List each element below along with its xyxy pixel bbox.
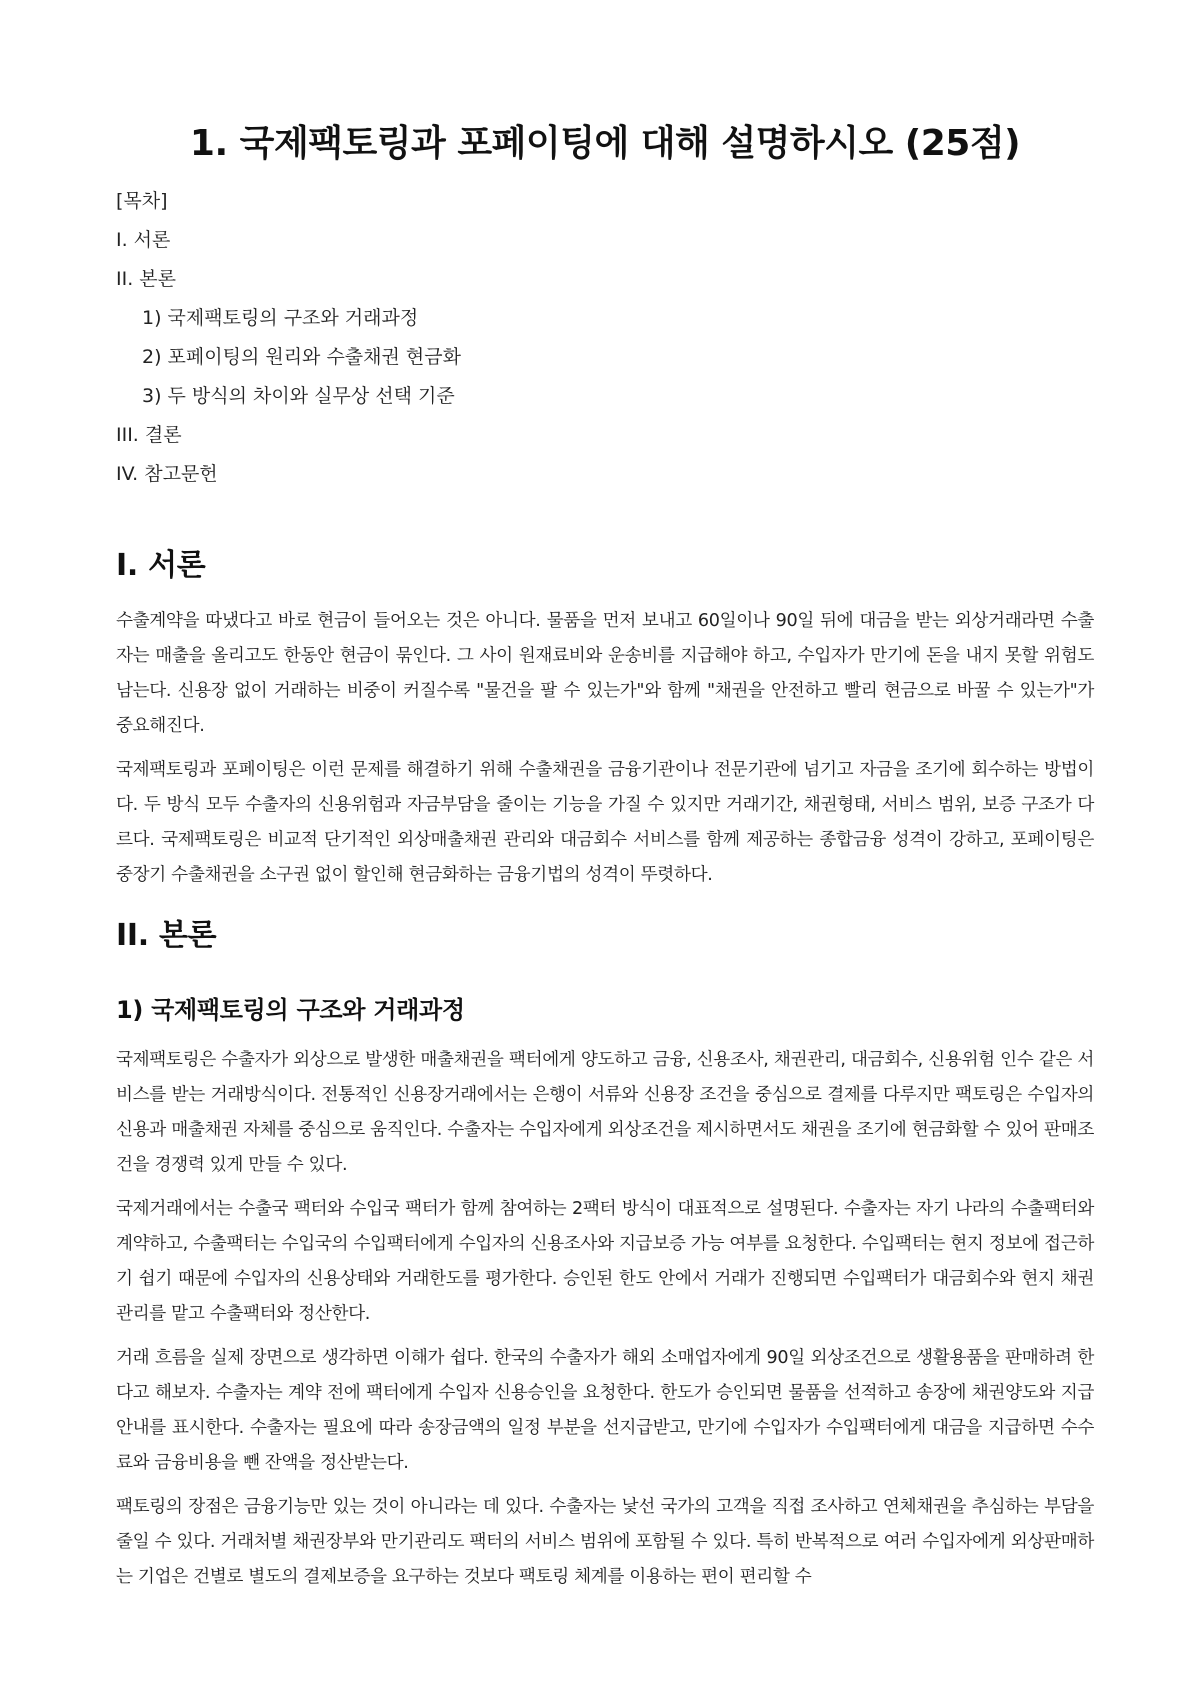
toc-heading: [목차] — [116, 190, 168, 212]
subsection-heading-factoring: 1) 국제팩토링의 구조와 거래과정 — [116, 996, 465, 1024]
toc-item-body-sub1: 1) 국제팩토링의 구조와 거래과정 — [142, 307, 419, 329]
toc-item-body-sub2: 2) 포페이팅의 원리와 수출채권 현금화 — [142, 346, 461, 368]
toc-item-references: IV. 참고문헌 — [116, 463, 218, 485]
section-heading-intro: I. 서론 — [116, 548, 206, 583]
page-title: 1. 국제팩토링과 포페이팅에 대해 설명하시오 (25점) — [189, 123, 1021, 164]
table-of-contents — [116, 188, 1094, 500]
body-paragraph: 국제거래에서는 수출국 팩터와 수입국 팩터가 함께 참여하는 2팩터 방식이 대표적으로 설명된다. 수출자는 자기 나라의 수출팩터와 계약하고, 수출팩터는 수입국의 수입팩터에게 수입자의 신용조사와 지급보증 가능 여부를 요청한다. 수입팩터는 현지 정보에 접근하기 쉽기 때문에 수입자의 신용상태와 거래한도를 평가한다. 승인된 한도 안에서 거래가 진행되면 수입팩터가 대금회수와 현지 채권관리를 맡고 수출팩터와 정산한다. — [116, 1199, 1094, 1324]
body-paragraph: 팩토링의 장점은 금융기능만 있는 것이 아니라는 데 있다. 수출자는 낯선 국가의 고객을 직접 조사하고 연체채권을 추심하는 부담을 줄일 수 있다. 거래처별 채권장부와 만기관리도 팩터의 서비스 범위에 포함될 수 있다. 특히 반복적으로 여러 수입자에게 외상판매하는 기업은 건별로 별도의 결제보증을 요구하는 것보다 팩토링 체계를 이용하는 편이 편리할 수 — [116, 1497, 1094, 1587]
toc-item-intro: I. 서론 — [116, 229, 171, 251]
toc-item-body: II. 본론 — [116, 268, 176, 290]
section-intro — [116, 540, 1094, 893]
section-body — [116, 910, 1094, 954]
toc-item-conclusion: III. 결론 — [116, 424, 182, 446]
intro-paragraph: 수출계약을 따냈다고 바로 현금이 들어오는 것은 아니다. 물품을 먼저 보내고 60일이나 90일 뒤에 대금을 받는 외상거래라면 수출자는 매출을 올리고도 한동안 현금이 묶인다. 그 사이 원재료비와 운송비를 지급해야 하고, 수입자가 만기에 돈을 내지 못할 위험도 남는다. 신용장 없이 거래하는 비중이 커질수록 "물건을 팔 수 있는가"와 함께 "채권을 안전하고 빨리 현금으로 바꿀 수 있는가"가 중요해진다. — [116, 611, 1094, 736]
section-heading-body: II. 본론 — [116, 918, 217, 953]
body-paragraph: 국제팩토링은 수출자가 외상으로 발생한 매출채권을 팩터에게 양도하고 금융, 신용조사, 채권관리, 대금회수, 신용위험 인수 같은 서비스를 받는 거래방식이다. 전통적인 신용장거래에서는 은행이 서류와 신용장 조건을 중심으로 결제를 다루지만 팩토링은 수입자의 신용과 매출채권 자체를 중심으로 움직인다. 수출자는 수입자에게 외상조건을 제시하면서도 채권을 조기에 현금화할 수 있어 판매조건을 경쟁력 있게 만들 수 있다. — [116, 1050, 1094, 1175]
body-paragraph: 거래 흐름을 실제 장면으로 생각하면 이해가 쉽다. 한국의 수출자가 해외 소매업자에게 90일 외상조건으로 생활용품을 판매하려 한다고 해보자. 수출자는 계약 전에 팩터에게 수입자 신용승인을 요청한다. 한도가 승인되면 물품을 선적하고 송장에 채권양도와 지급안내를 표시한다. 수출자는 필요에 따라 송장금액의 일정 부분을 선지급받고, 만기에 수입자가 수입팩터에게 대금을 지급하면 수수료와 금융비용을 뺀 잔액을 정산받는다. — [116, 1348, 1094, 1473]
subsection-factoring — [116, 990, 1094, 1595]
intro-paragraph: 국제팩토링과 포페이팅은 이런 문제를 해결하기 위해 수출채권을 금융기관이나 전문기관에 넘기고 자금을 조기에 회수하는 방법이다. 두 방식 모두 수출자의 신용위험과 자금부담을 줄이는 기능을 가질 수 있지만 거래기간, 채권형태, 서비스 범위, 보증 구조가 다르다. 국제팩토링은 비교적 단기적인 외상매출채권 관리와 대금회수 서비스를 함께 제공하는 종합금융 성격이 강하고, 포페이팅은 중장기 수출채권을 소구권 없이 할인해 현금화하는 금융기법의 성격이 뚜렷하다. — [116, 760, 1094, 885]
toc-item-body-sub3: 3) 두 방식의 차이와 실무상 선택 기준 — [142, 385, 455, 407]
